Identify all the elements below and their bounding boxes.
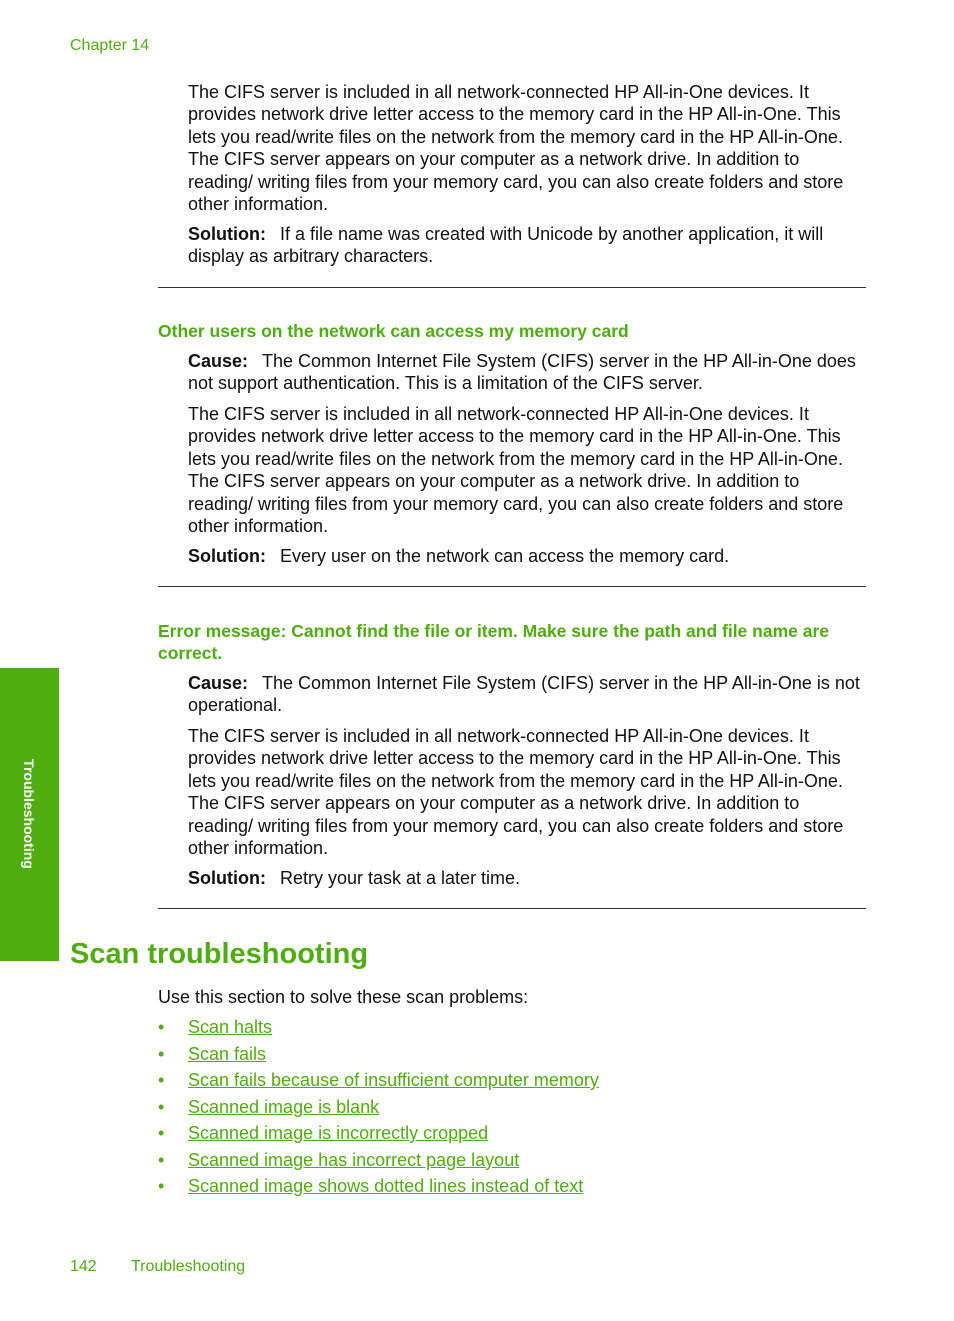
cause-text: The Common Internet File System (CIFS) server in the HP All-in-One is not operational.	[188, 673, 860, 716]
bullet-icon: •	[158, 1017, 165, 1037]
solution-text: If a file name was created with Unicode by another application, it will display as arbitrary characters.	[188, 224, 824, 267]
scan-intro: Use this section to solve these scan problems:	[158, 987, 529, 1007]
error-solution	[188, 867, 868, 889]
chapter-label: Chapter 14	[70, 37, 150, 54]
bullet-icon: •	[158, 1070, 165, 1090]
side-tab-label: Troubleshooting	[21, 759, 37, 869]
intro-solution	[188, 223, 868, 268]
cause-label: Cause:	[188, 673, 249, 693]
solution-label: Solution:	[188, 546, 266, 566]
error-cause	[188, 672, 868, 717]
divider	[158, 586, 866, 587]
solution-label: Solution:	[188, 868, 266, 888]
bullet-icon: •	[158, 1096, 165, 1117]
link-scan-fails[interactable]: Scan fails	[188, 1043, 267, 1064]
access-solution	[188, 545, 868, 567]
error-paragraph: The CIFS server is included in all network-connected HP All-in-One devices. It provides network drive letter access to the memory card in the HP All-in-One. This lets you read/write files on the network from the memory card in the HP All-in-One. The CIFS server appears on your computer as a network drive. In addition to reading/ writing files from your memory card, you can also create folders and store other information.	[188, 726, 844, 859]
side-tab	[0, 668, 59, 961]
page-number: 142	[70, 1258, 97, 1275]
cause-text: The Common Internet File System (CIFS) server in the HP All-in-One does not support authentication. This is a limitation of the CIFS server.	[188, 351, 856, 394]
bullet-icon: •	[158, 1043, 165, 1064]
intro-paragraph: The CIFS server is included in all network-connected HP All-in-One devices. It provides network drive letter access to the memory card in the HP All-in-One. This lets you read/write files on the network from the memory card in the HP All-in-One. The CIFS server appears on your computer as a network drive. In addition to reading/ writing files from your memory card, you can also create folders and store other information.	[188, 82, 844, 215]
link-image-layout[interactable]: Scanned image has incorrect page layout	[188, 1149, 520, 1170]
divider	[158, 287, 866, 288]
bullet-icon: •	[158, 1176, 165, 1196]
link-image-dotted[interactable]: Scanned image shows dotted lines instead of text	[188, 1176, 584, 1196]
link-image-blank[interactable]: Scanned image is blank	[188, 1096, 380, 1117]
solution-text: Retry your task at a later time.	[279, 868, 521, 888]
bullet-icon: •	[158, 1149, 165, 1170]
section-title: Scan troubleshooting	[70, 938, 369, 970]
error-heading: Error message: Cannot find the file or item. Make sure the path and file name are correct.	[158, 621, 829, 664]
link-image-cropped[interactable]: Scanned image is incorrectly cropped	[188, 1123, 489, 1143]
bullet-icon: •	[158, 1123, 165, 1143]
link-scan-halts[interactable]: Scan halts	[188, 1017, 273, 1037]
solution-label: Solution:	[188, 224, 266, 244]
access-paragraph: The CIFS server is included in all network-connected HP All-in-One devices. It provides network drive letter access to the memory card in the HP All-in-One. This lets you read/write files on the network from the memory card in the HP All-in-One. The CIFS server appears on your computer as a network drive. In addition to reading/ writing files from your memory card, you can also create folders and store other information.	[188, 404, 844, 537]
footer-title: Troubleshooting	[131, 1258, 246, 1275]
solution-text: Every user on the network can access the memory card.	[279, 546, 730, 566]
access-cause	[188, 350, 868, 395]
access-heading: Other users on the network can access my memory card	[158, 321, 629, 341]
link-scan-fails-memory[interactable]: Scan fails because of insufficient computer memory	[188, 1070, 599, 1090]
cause-label: Cause:	[188, 351, 249, 371]
divider	[158, 908, 866, 909]
